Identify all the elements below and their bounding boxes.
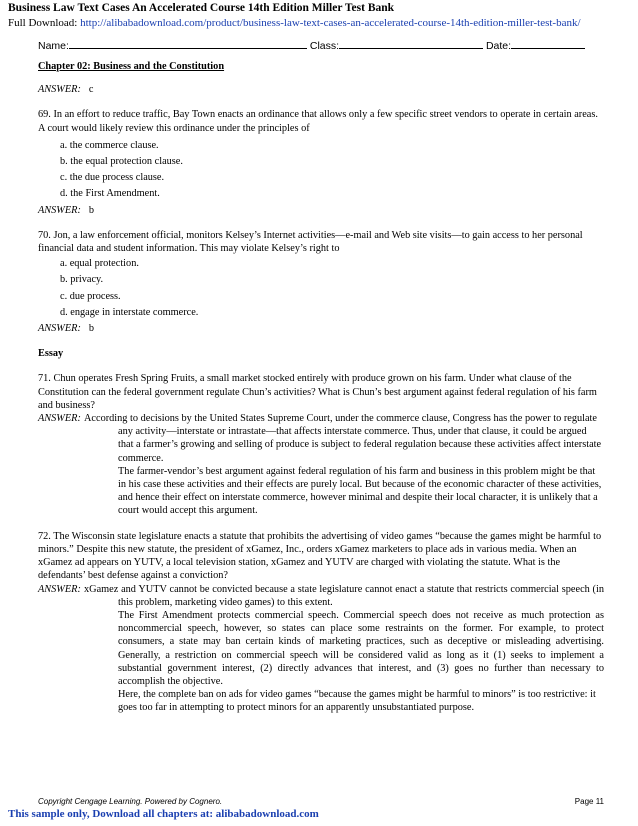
answer-value: c (88, 84, 94, 96)
q70-option-b: b. privacy. (60, 274, 104, 286)
q72-answer-paragraph-2: The First Amendment protects commercial speech. Commercial speech does not receive as much protection as noncommercial speech, however, so states can place some restraints on the former. For example, to protect consumers, a state may ban certain kinds of marketing practices, such as deceptive or misleading advertising. Generally, a restriction on commercial speech will be considered valid as long as it (1) seeks to implement a substantial government interest, (2) directly advances that interest, and (3) goes no further than necessary to accomplish the objective. (118, 609, 604, 687)
question-72: 72. The Wisconsin state legislature enacts a statute that prohibits the advertising of video games “because the games might be harmful to minors.” Despite this new statute, the president of xGamez, Inc., orders xGamez marketers to place ads in various media. When an xGamez ad appears on YUTV, a local television station, xGamez and YUTV are charged with violating the statute. What is the defendants’ best defense against a conviction? (38, 530, 602, 582)
answer-value: b (88, 323, 95, 335)
answer-label: ANSWER: (38, 583, 81, 595)
download-link[interactable]: http://alibabadownload.com/product/business-law-text-cases-an-accelerated-course-14th-edition-miller-test-bank/ (80, 17, 581, 29)
question-70: 70. Jon, a law enforcement official, monitors Kelsey’s Internet activities—e-mail and Web site visits—to gain access to her personal financial data and student information. This may violate Kelsey’s right to (38, 229, 583, 255)
answer-label: ANSWER: (38, 84, 81, 96)
q69-option-b: b. the equal protection clause. (60, 156, 183, 168)
q69-answer (38, 204, 604, 217)
question-69: 69. In an effort to reduce traffic, Bay Town enacts an ordinance that allows only a few specific street vendors to operate in certain areas. A court would likely review this ordinance under the principles of (38, 109, 598, 134)
q70-option-c: c. due process. (60, 290, 121, 302)
sample-notice[interactable]: This sample only, Download all chapters at: alibabadownload.com (8, 808, 319, 820)
answer-label: ANSWER: (38, 413, 81, 425)
answer-label: ANSWER: (38, 323, 81, 335)
q72-answer (38, 583, 604, 715)
download-line (8, 17, 636, 29)
copyright-text: Copyright Cengage Learning. Powered by Cognero. (38, 797, 223, 806)
q69-option-d: d. the First Amendment. (60, 188, 160, 200)
q71-answer-paragraph-1: According to decisions by the United States Supreme Court, under the commerce clause, Congress has the power to regulate any activity—interstate or intrastate—that affects interstate commerce. Thus, under that clause, it could be argued that a farmer’s growing and selling of produce is subject to federal regulation because these activities affect interstate commerce. (84, 413, 602, 464)
page-footer (38, 797, 604, 806)
q71-answer (38, 412, 604, 518)
q70-option-d: d. engage in interstate commerce. (60, 306, 199, 318)
answer-value: b (88, 204, 95, 216)
q72-answer-paragraph-1: xGamez and YUTV cannot be convicted because a state legislature cannot enact a statute that restricts commercial speech (in this problem, marketing video games) to this extent. (84, 583, 604, 608)
q72-answer-paragraph-3: Here, the complete ban on ads for video games “because the games might be harmful to minors” is too restrictive: it goes too far in attempting to protect minors for an apparently unsubstantiated purpose. (118, 689, 596, 714)
class-label: Class: (309, 40, 340, 52)
name-class-date-row (38, 38, 610, 52)
name-label: Name: (38, 40, 69, 52)
q70-answer (38, 322, 604, 335)
banner-title: Business Law Text Cases An Accelerated Course 14th Edition Miller Test Bank (8, 2, 395, 14)
date-label: Date: (485, 40, 512, 52)
question-71: 71. Chun operates Fresh Spring Fruits, a small market stocked entirely with produce grown on his farm. Under what clause of the Constitution can the federal government regulate Chun’s activities? What is Chun’s best argument against federal regulation of his farm and business? (38, 373, 597, 411)
document-body (38, 60, 604, 715)
page-number: Page 11 (574, 797, 604, 806)
answer-label: ANSWER: (38, 204, 81, 216)
q70-option-a: a. equal protection. (60, 258, 139, 270)
q69-option-c: c. the due process clause. (60, 172, 165, 184)
download-prefix: Full Download: (8, 17, 81, 29)
chapter-title: Chapter 02: Business and the Constitution (38, 61, 225, 72)
answer-line (38, 83, 604, 96)
class-blank (339, 38, 483, 49)
name-blank (69, 38, 307, 49)
essay-heading: Essay (38, 348, 64, 360)
date-blank (511, 38, 585, 49)
q69-option-a: a. the commerce clause. (60, 139, 159, 151)
q71-answer-paragraph-2: The farmer-vendor’s best argument against federal regulation of his farm and business in this problem might be that in his case these activities and their effects are purely local. But because of the economic character of these activities, and hence their effect on interstate commerce, however minimal and despite their local character, it is unlikely that a court would accept this argument. (118, 465, 602, 517)
